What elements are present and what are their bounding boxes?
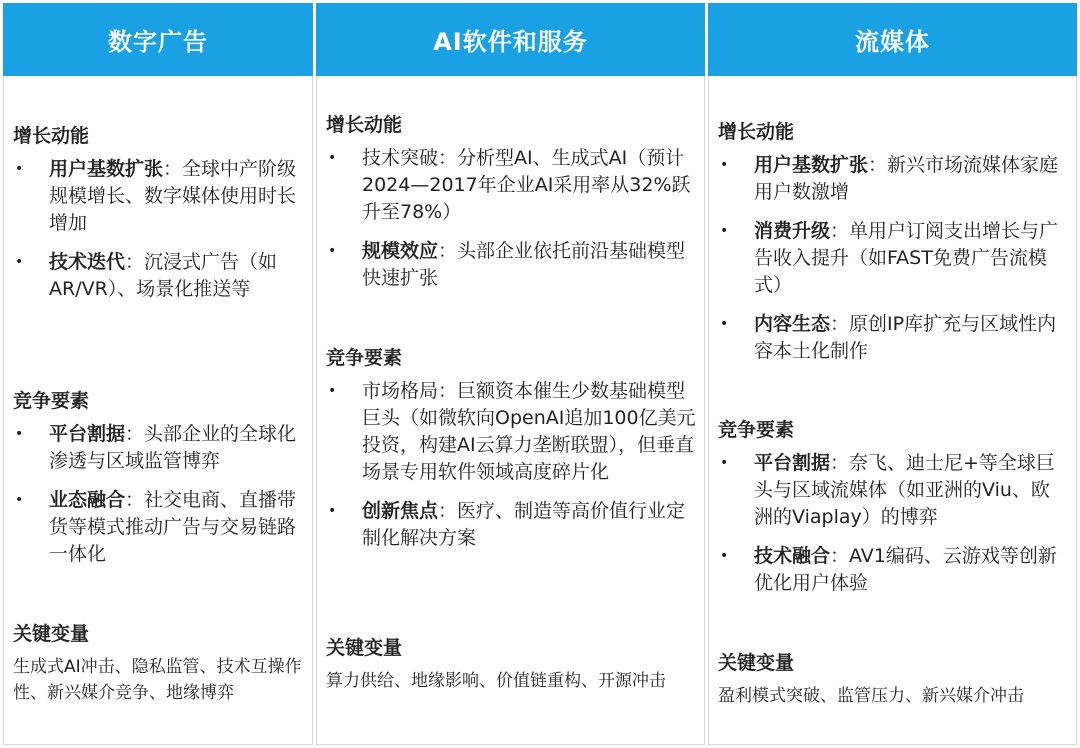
column-streaming [708,3,1077,745]
bullet-icon: • [328,383,337,399]
growth-section [718,120,1068,377]
bullet-icon: • [15,426,24,442]
variables-section [13,622,304,706]
section-title: 竞争要素 [13,390,90,412]
bullet-icon: • [720,316,729,332]
column-header: 数字广告 [3,3,313,76]
section-title: 竞争要素 [718,419,795,441]
column-digital-ads [3,3,313,745]
variables-section [326,636,696,694]
column-header: 流媒体 [708,3,1077,76]
bullet-icon: • [720,223,729,239]
list-item: • 平台割据：奈飞、迪士尼+等全球巨头与区域流媒体（如亚洲的Viu、欧洲的Viaplay）的博弈 [720,452,1055,528]
variables-section [718,651,1068,709]
section-title: 增长动能 [326,114,403,136]
competition-section [13,389,304,580]
list-item: • 技术突破：分析型AI、生成式AI（预计2024—2017年企业AI采用率从32%跃升至78%） [328,147,691,223]
bullet-icon: • [328,150,337,166]
bullet-icon: • [328,503,337,519]
list-item: • 技术迭代：沉浸式广告（如AR/VR）、场景化推送等 [15,251,278,300]
growth-section [13,124,304,315]
bullet-icon: • [720,455,729,471]
section-title: 增长动能 [13,125,90,147]
bullet-icon: • [720,157,729,173]
list-item: • 市场格局：巨额资本催生少数基础模型巨头（如微软向OpenAI追加100亿美元投资，构建AI云算力垄断联盟），但垂直场景专用软件领域高度碎片化 [328,380,696,483]
column-body [3,76,313,745]
bullet-icon: • [15,161,24,177]
competition-section [326,346,696,564]
bullet-icon: • [720,548,729,564]
comparison-table [3,3,1077,745]
list-item: • 创新焦点：医疗、制造等高价值行业定制化解决方案 [328,500,686,549]
list-item: • 内容生态：原创IP库扩充与区域性内容本土化制作 [720,313,1057,362]
list-item: • 消费升级：单用户订阅支出增长与广告收入提升（如FAST免费广告流模式） [720,220,1059,296]
bullet-icon: • [328,243,337,259]
section-title: 关键变量 [718,652,795,674]
section-title: 竞争要素 [326,347,403,369]
section-title: 关键变量 [326,637,403,659]
list-item: • 业态融合：社交电商、直播带货等模式推动广告与交易链路一体化 [15,489,297,565]
section-title: 增长动能 [718,121,795,143]
column-body [708,76,1077,745]
column-header: AI软件和服务 [316,3,705,76]
column-body [316,76,705,745]
bullet-icon: • [15,492,24,508]
list-item: • 平台割据：头部企业的全球化渗透与区域监管博弈 [15,423,297,472]
competition-section [718,418,1068,609]
list-item: • 用户基数扩张：新兴市场流媒体家庭用户数激增 [720,154,1059,203]
variables-text: 盈利模式突破、监管压力、新兴媒介冲击 [718,686,1024,706]
growth-section [326,113,696,304]
section-title: 关键变量 [13,623,90,645]
list-item: • 技术融合：AV1编码、云游戏等创新优化用户体验 [720,545,1057,594]
list-item: • 规模效应：头部企业依托前沿基础模型快速扩张 [328,240,686,289]
variables-text: 生成式AI冲击、隐私监管、技术互操作性、新兴媒介竞争、地缘博弈 [13,657,302,703]
column-ai-software [316,3,705,745]
list-item: • 用户基数扩张：全球中产阶级规模增长、数字媒体使用时长增加 [15,158,297,234]
bullet-icon: • [15,254,24,270]
variables-text: 算力供给、地缘影响、价值链重构、开源冲击 [326,671,666,691]
